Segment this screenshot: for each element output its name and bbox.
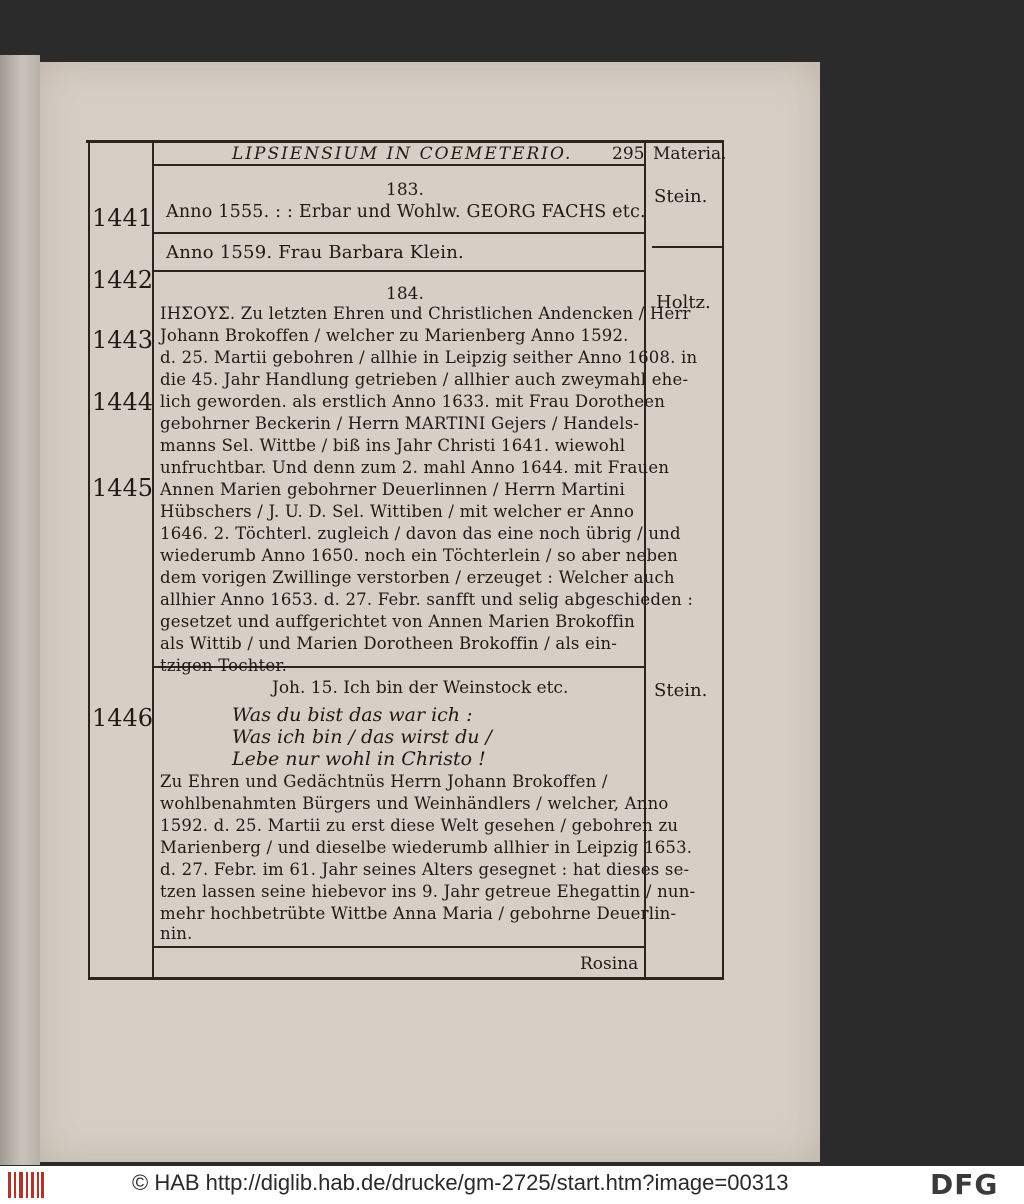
dfg-logo: DFG	[930, 1168, 999, 1201]
section-1446-heading: Joh. 15. Ich bin der Weinstock etc.	[272, 678, 569, 698]
material-1441: Stein.	[654, 186, 708, 207]
text-line: 1592. d. 25. Martii zu erst diese Welt gesehen / gebohren zu	[160, 816, 679, 835]
adjacent-page-edge	[0, 55, 40, 1165]
text-line: wiederumb Anno 1650. noch ein Töchterlein / so aber neben	[160, 546, 679, 565]
verse-line: Was ich bin / das wirst du /	[232, 726, 492, 748]
text-line: 1646. 2. Töchterl. zugleich / davon das eine noch übrig / und	[160, 524, 681, 543]
barcode-logo-icon	[6, 1170, 46, 1200]
left-border-outer	[88, 140, 90, 978]
verse-line: Lebe nur wohl in Christo !	[232, 748, 486, 770]
material-1443: Holtz.	[656, 292, 711, 313]
catchword: Rosina	[580, 954, 639, 974]
header-underline	[152, 164, 646, 166]
text-line: tzigen Tochter.	[160, 656, 288, 675]
text-line: nin.	[160, 924, 193, 943]
entry-number-1443: 1443	[92, 326, 154, 354]
material-divider	[652, 246, 722, 248]
text-line: allhier Anno 1653. d. 27. Febr. sanfft und selig abgeschieden :	[160, 590, 694, 609]
text-line: wohlbenahmten Bürgers und Weinhändlers / welcher, Anno	[160, 794, 669, 813]
text-line: Marienberg / und dieselbe wiederumb allhier in Leipzig 1653.	[160, 838, 693, 857]
section-184-number: 184.	[386, 284, 424, 304]
footer-bar	[0, 1166, 1024, 1204]
text-line: Zu Ehren und Gedächtnüs Herrn Johann Brokoffen /	[160, 772, 608, 791]
entry-number-1442: 1442	[92, 266, 154, 294]
entry-number-1444: 1444	[92, 388, 154, 416]
right-border-material	[722, 140, 724, 978]
text-line: dem vorigen Zwillinge verstorben / erzeuget : Welcher auch	[160, 568, 675, 587]
text-line: unfruchtbar. Und denn zum 2. mahl Anno 1644. mit Frauen	[160, 458, 670, 477]
text-line: mehr hochbetrübte Wittbe Anna Maria / gebohrne Deuerlin-	[160, 904, 677, 923]
text-line: gebohrner Beckerin / Herrn MARTINI Gejers / Handels-	[160, 414, 640, 433]
running-title: LIPSIENSIUM IN COEMETERIO.	[232, 144, 573, 164]
text-line: die 45. Jahr Handlung getrieben / allhier auch zweymahl ehe-	[160, 370, 689, 389]
page-number: 295	[612, 144, 645, 164]
divider-barbara	[154, 270, 644, 272]
section-183-text: Anno 1555. : : Erbar und Wohlw. GEORG FACHS etc.	[166, 202, 646, 222]
entry-number-1446: 1446	[92, 704, 154, 732]
divider-183	[154, 232, 644, 234]
text-line: Hübschers / J. U. D. Sel. Wittiben / mit welcher er Anno	[160, 502, 635, 521]
text-line: Annen Marien gebohrner Deuerlinnen / Herrn Martini	[160, 480, 625, 499]
material-heading: Materia.	[653, 144, 727, 164]
text-line: lich geworden. als erstlich Anno 1633. mit Frau Dorotheen	[160, 392, 666, 411]
text-line: als Wittib / und Marien Dorotheen Brokoffin / als ein-	[160, 634, 618, 653]
text-line: tzen lassen seine hiebevor ins 9. Jahr getreue Ehegattin / nun-	[160, 882, 696, 901]
source-link[interactable]: © HAB http://diglib.hab.de/drucke/gm-2725/start.htm?image=00313	[132, 1170, 789, 1195]
barbara-klein-text: Anno 1559. Frau Barbara Klein.	[166, 242, 464, 263]
divider-1446-end	[154, 946, 644, 948]
text-line: IHΣOYΣ. Zu letzten Ehren und Christlichen Andencken / Herr	[160, 304, 691, 323]
verse-line: Was du bist das war ich :	[232, 704, 473, 726]
text-line: manns Sel. Wittbe / biß ins Jahr Christi 1641. wiewohl	[160, 436, 626, 455]
text-line: d. 27. Febr. im 61. Jahr seines Alters gesegnet : hat dieses se-	[160, 860, 690, 879]
section-183-number: 183.	[386, 180, 424, 200]
entry-number-1441: 1441	[92, 204, 154, 232]
material-1446: Stein.	[654, 680, 708, 701]
text-line: Johann Brokoffen / welcher zu Marienberg Anno 1592.	[160, 326, 629, 345]
entry-number-1445: 1445	[92, 474, 154, 502]
text-line: d. 25. Martii gebohren / allhie in Leipzig seither Anno 1608. in	[160, 348, 698, 367]
bottom-rule	[88, 977, 724, 980]
top-rule	[86, 140, 722, 143]
text-line: gesetzet und auffgerichtet von Annen Marien Brokoffin	[160, 612, 635, 631]
